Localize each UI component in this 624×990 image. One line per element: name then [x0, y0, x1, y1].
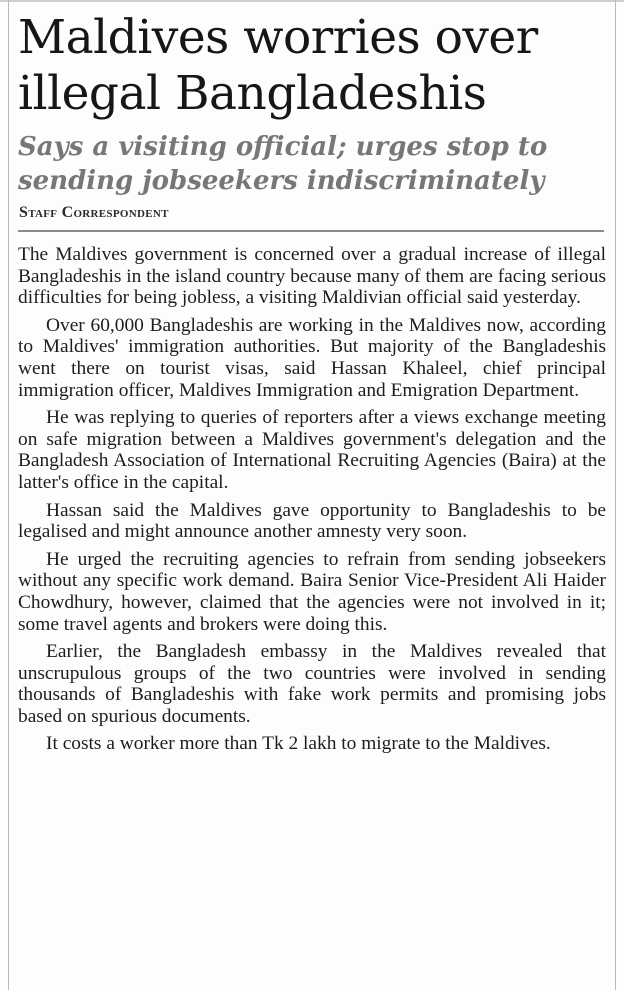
- headline: Maldives worries over illegal Bangladeshis: [18, 10, 538, 121]
- paragraph: Over 60,000 Bangladeshis are working in the Maldives now, according to Maldives' immigration authorities. But majority of the Bangladeshis went there on tourist visas, said Hassan Khaleel, chief principal immigration officer, Maldives Immigration and Emigration Department.: [18, 314, 606, 401]
- paragraph: Earlier, the Bangladesh embassy in the Maldives revealed that unscrupulous groups of the two countries were involved in sending thousands of Bangladeshis with fake work permits and promising jobs based on spurious documents.: [18, 641, 606, 727]
- article-body: [18, 244, 606, 755]
- byline: Staff Correspondent: [19, 204, 169, 221]
- paragraph: The Maldives government is concerned over a gradual increase of illegal Bangladeshis in the island country because many of them are facing serious difficulties for being jobless, a visiting Maldivian official said yesterday.: [18, 244, 606, 309]
- right-column-rule: [615, 0, 616, 990]
- paragraph: He urged the recruiting agencies to refrain from sending jobseekers without any specific work demand. Baira Senior Vice-President Ali Haider Chowdhury, however, claimed that the agencies were not involved in it; some travel agents and brokers were doing this.: [18, 548, 606, 635]
- left-column-rule: [8, 0, 9, 990]
- byline-divider: [18, 230, 604, 232]
- paragraph: He was replying to queries of reporters after a views exchange meeting on safe migration between a Maldives government's delegation and the Bangladesh Association of International Recruiting Agencies (Baira) at the latter's office in the capital.: [18, 407, 606, 493]
- paragraph: Hassan said the Maldives gave opportunity to Bangladeshis to be legalised and might announce another amnesty very soon.: [18, 499, 606, 543]
- subheadline: Says a visiting official; urges stop to sending jobseekers indiscriminately: [18, 132, 548, 196]
- paragraph: It costs a worker more than Tk 2 lakh to migrate to the Maldives.: [46, 733, 551, 755]
- article: [18, 10, 606, 761]
- top-border: [0, 0, 624, 2]
